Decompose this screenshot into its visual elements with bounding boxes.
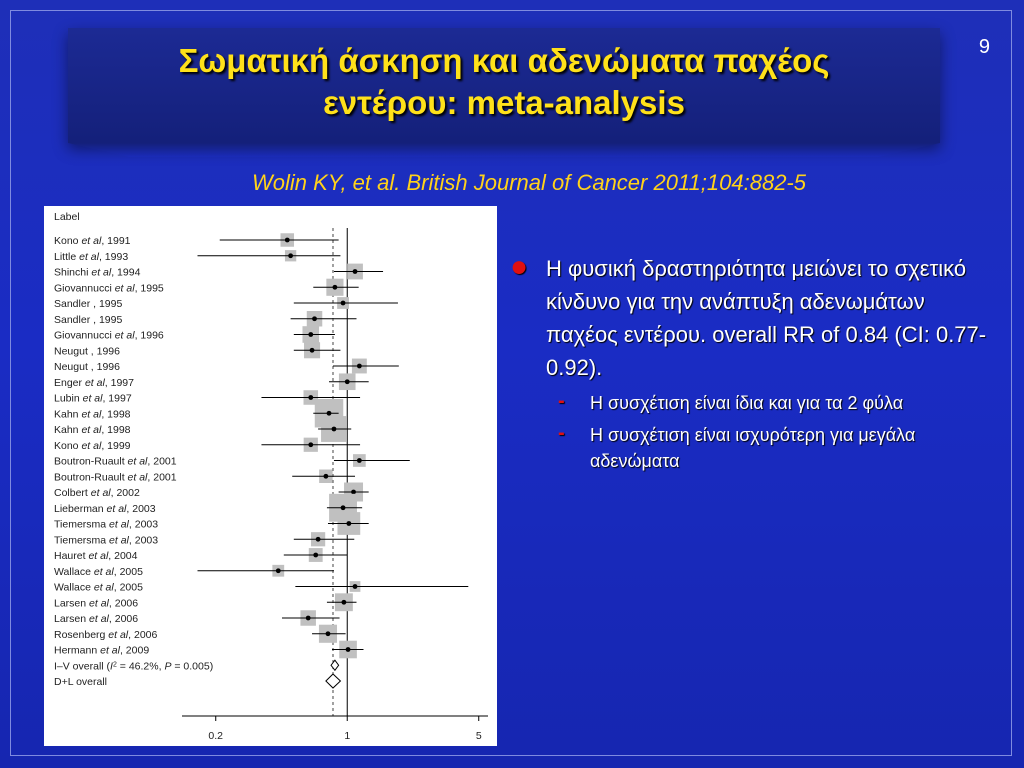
x-tick-label: 0.2 <box>208 730 224 742</box>
point-estimate <box>332 427 337 432</box>
overall-diamond <box>331 660 339 670</box>
study-label: Sandler , 1995 <box>54 298 123 310</box>
point-estimate <box>346 647 351 652</box>
sub-bullet-2 <box>506 422 996 474</box>
study-label: Kono et al, 1999 <box>54 439 131 452</box>
study-label: Giovannucci et al, 1996 <box>54 329 164 342</box>
point-estimate <box>323 474 328 479</box>
study-label: Neugut , 1996 <box>54 345 120 358</box>
point-estimate <box>342 600 347 605</box>
study-label: Lubin et al, 1997 <box>54 392 132 405</box>
point-estimate <box>333 285 338 290</box>
study-label: Boutron-Ruault et al, 2001 <box>54 455 177 468</box>
study-label: Colbert et al, 2002 <box>54 487 140 499</box>
point-estimate <box>316 537 321 542</box>
citation: Wolin KY, et al. British Journal of Cancer 2011;104:882-5 <box>252 170 806 195</box>
page-number: 9 <box>978 36 990 58</box>
title-line-1: Σωματική άσκηση και αδενώματα παχέος <box>178 42 830 79</box>
study-label: Wallace et al, 2005 <box>54 581 143 594</box>
study-label: Tiemersma et al, 2003 <box>54 518 159 531</box>
x-tick-label: 1 <box>344 730 351 742</box>
point-estimate <box>353 269 358 274</box>
title-line-2: εντέρου: meta-analysis <box>323 84 685 121</box>
point-estimate <box>353 584 358 589</box>
study-label: Kono et al, 1991 <box>54 235 131 247</box>
point-estimate <box>357 364 362 369</box>
bullet-dot-icon: ● <box>510 250 529 283</box>
study-label: Neugut , 1996 <box>54 361 120 373</box>
point-estimate <box>308 442 313 447</box>
point-estimate <box>306 616 311 621</box>
point-estimate <box>326 631 331 636</box>
study-label: Boutron-Ruault et al, 2001 <box>54 471 177 484</box>
overall-diamond <box>326 674 341 688</box>
sub-bullet-text: Η συσχέτιση είναι ίδια και για τα 2 φύλα <box>590 393 904 413</box>
study-label: Giovannucci et al, 1995 <box>54 282 164 295</box>
point-estimate <box>288 253 293 258</box>
point-estimate <box>276 568 281 573</box>
point-estimate <box>312 316 317 321</box>
point-estimate <box>313 553 318 558</box>
study-label: Rosenberg et al, 2006 <box>54 628 158 641</box>
point-estimate <box>341 505 346 510</box>
study-label: Tiemersma et al, 2003 <box>54 534 159 547</box>
sub-bullet-1 <box>506 390 996 416</box>
study-label: Kahn et al, 1998 <box>54 408 131 421</box>
study-label: Hauret et al, 2004 <box>54 550 138 562</box>
study-label: Lieberman et al, 2003 <box>54 502 156 515</box>
study-label: Enger et al, 1997 <box>54 376 134 389</box>
point-estimate <box>285 238 290 243</box>
point-estimate <box>345 379 350 384</box>
forest-plot-svg <box>44 206 497 746</box>
overall-label: I–V overall ($I^2 = 46.2\%$, P = 0.005) <box>54 660 214 673</box>
x-tick-label: 5 <box>475 730 482 742</box>
dash-icon: - <box>558 390 565 412</box>
point-estimate <box>308 332 313 337</box>
bullet-list <box>506 252 996 474</box>
study-label: Little et al, 1993 <box>54 250 129 263</box>
forest-plot <box>44 206 497 746</box>
main-bullet <box>506 252 996 384</box>
main-bullet-text: Η φυσική δραστηριότητα μειώνει το σχετικό κίνδυνο για την ανάπτυξη αδενωμάτων παχέος εντέρου. overall RR of 0.84 (CI: 0.77-0.92). <box>546 256 987 380</box>
overall-label: D+L overall <box>54 676 108 688</box>
study-label: Larsen et al, 2006 <box>54 613 139 625</box>
study-label: Larsen et al, 2006 <box>54 597 139 610</box>
column-header: Label <box>54 211 80 223</box>
point-estimate <box>341 301 346 306</box>
point-estimate <box>351 490 356 495</box>
point-estimate <box>357 458 362 463</box>
point-estimate <box>327 411 332 416</box>
sub-bullet-text: Η συσχέτιση είναι ισχυρότερη για μεγάλα αδενώματα <box>590 425 916 471</box>
point-estimate <box>308 395 313 400</box>
study-label: Hermann et al, 2009 <box>54 644 150 657</box>
point-estimate <box>346 521 351 526</box>
study-label: Kahn et al, 1998 <box>54 424 131 436</box>
dash-icon: - <box>558 422 565 444</box>
study-label: Wallace et al, 2005 <box>54 565 143 578</box>
study-label: Sandler , 1995 <box>54 313 123 326</box>
point-estimate <box>310 348 315 353</box>
slide-title <box>68 40 940 124</box>
study-label: Shinchi et al, 1994 <box>54 266 141 279</box>
